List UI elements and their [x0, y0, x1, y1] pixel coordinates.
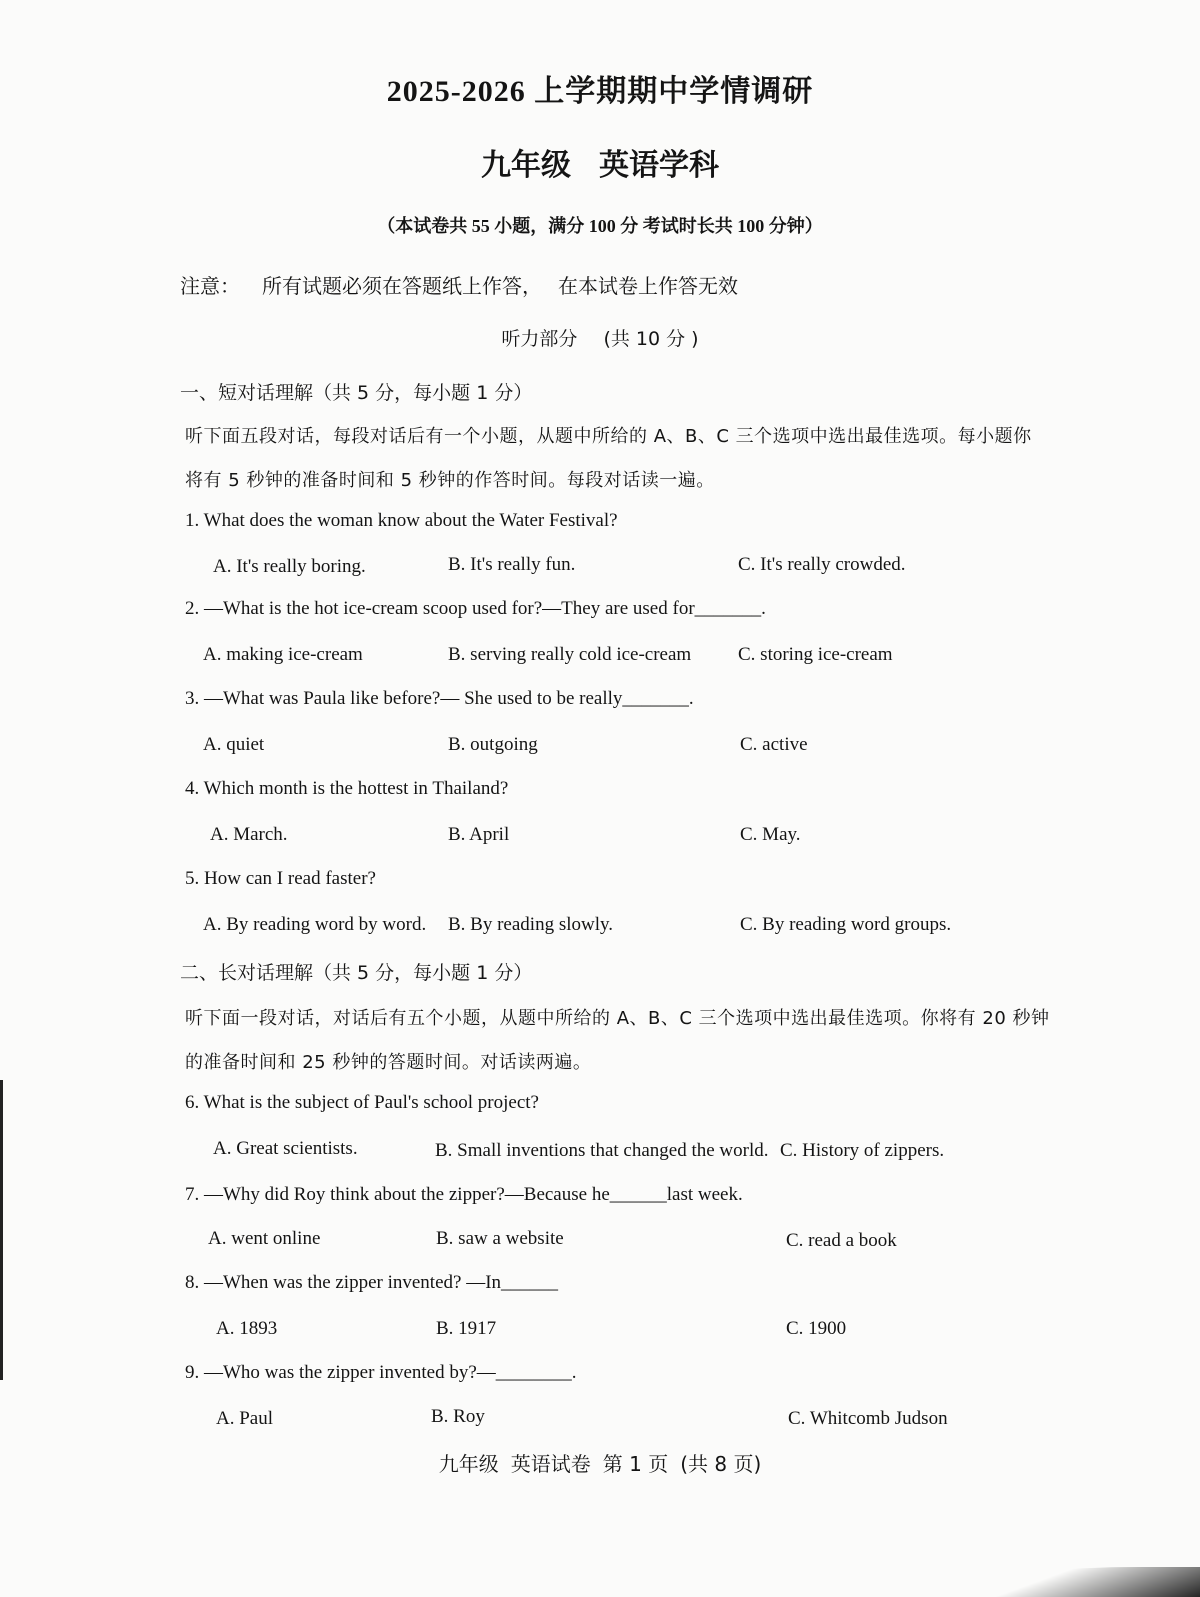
exam-subject-line	[0, 140, 1200, 184]
footer-grade: 九年级	[438, 1452, 499, 1476]
section-2-heading: 二、长对话理解（共 5 分，每小题 1 分）	[180, 962, 533, 984]
section-1-instruction-1: 听下面五段对话，每段对话后有一个小题，从题中所给的 A、B、C 三个选项中选出最佳选项。每小题你	[185, 426, 1032, 447]
question-9-option-b: B. Roy	[431, 1406, 485, 1427]
question-6-option-b: B. Small inventions that changed the world.	[435, 1140, 769, 1161]
notice-label: 注意：	[180, 274, 240, 298]
question-2-stem: 2. —What is the hot ice-cream scoop used for?—They are used for_______.	[185, 598, 766, 619]
question-6-stem: 6. What is the subject of Paul's school project?	[185, 1092, 539, 1113]
question-4-stem: 4. Which month is the hottest in Thailand?	[185, 778, 509, 799]
question-3-option-b: B. outgoing	[448, 734, 538, 755]
question-7-stem: 7. —Why did Roy think about the zipper?—Because he______last week.	[185, 1184, 743, 1205]
question-4-option-b: B. April	[448, 824, 510, 845]
question-8-option-b: B. 1917	[436, 1318, 497, 1339]
question-2-option-c: C. storing ice-cream	[738, 644, 893, 665]
question-1-option-a: A. It's really boring.	[213, 556, 366, 577]
notice	[180, 270, 738, 299]
question-1-stem: 1. What does the woman know about the Water Festival?	[185, 510, 618, 531]
question-3-stem: 3. —What was Paula like before?— She used to be really_______.	[185, 688, 694, 709]
footer-total: (共 8 页)	[680, 1452, 762, 1476]
question-6-option-c: C. History of zippers.	[780, 1140, 945, 1161]
question-8-stem: 8. —When was the zipper invented? —In______	[185, 1272, 559, 1293]
question-7-option-c: C. read a book	[786, 1230, 897, 1251]
question-9-option-c: C. Whitcomb Judson	[788, 1408, 948, 1429]
listening-heading	[0, 324, 1200, 351]
footer-paper: 英语试卷	[510, 1452, 591, 1476]
subject-label: 英语学科	[599, 149, 719, 182]
question-2-option-b: B. serving really cold ice-cream	[448, 644, 692, 665]
question-8-option-a: A. 1893	[216, 1318, 278, 1339]
notice-text-1: 所有试题必须在答题纸上作答，	[262, 274, 542, 298]
question-8-option-c: C. 1900	[786, 1318, 847, 1339]
question-4-option-a: A. March.	[210, 824, 288, 845]
scan-corner-shadow	[940, 1567, 1200, 1597]
footer-page: 第 1 页	[602, 1452, 669, 1476]
section-2-instruction-1: 听下面一段对话，对话后有五个小题，从题中所给的 A、B、C 三个选项中选出最佳选项。你将有 20 秒钟	[185, 1008, 1050, 1029]
question-1-option-c: C. It's really crowded.	[738, 554, 906, 575]
question-5-option-c: C. By reading word groups.	[740, 914, 952, 935]
question-7-option-a: A. went online	[208, 1228, 321, 1249]
section-1-instruction-2: 将有 5 秒钟的准备时间和 5 秒钟的作答时间。每段对话读一遍。	[185, 470, 715, 491]
question-7-option-b: B. saw a website	[436, 1228, 564, 1249]
exam-title: 2025-2026 上学期期中学情调研	[386, 75, 814, 108]
listening-title: 听力部分	[501, 328, 578, 350]
question-4-option-c: C. May.	[740, 824, 801, 845]
scan-edge-mark	[0, 1080, 3, 1380]
page-footer	[0, 1448, 1200, 1477]
question-5-stem: 5. How can I read faster?	[185, 868, 376, 889]
question-6-option-a: A. Great scientists.	[213, 1138, 358, 1159]
question-9-stem: 9. —Who was the zipper invented by?—________.	[185, 1362, 577, 1383]
notice-text-2: 在本试卷上作答无效	[558, 274, 738, 298]
section-2-instruction-2: 的准备时间和 25 秒钟的答题时间。对话读两遍。	[185, 1052, 592, 1073]
question-9-option-a: A. Paul	[216, 1408, 273, 1429]
listening-score: (共 10 分 )	[603, 328, 699, 350]
question-3-option-a: A. quiet	[203, 734, 265, 755]
question-5-option-b: B. By reading slowly.	[448, 914, 614, 935]
question-3-option-c: C. active	[740, 734, 808, 755]
question-1-option-b: B. It's really fun.	[448, 554, 576, 575]
question-5-option-a: A. By reading word by word.	[203, 914, 427, 935]
grade-label: 九年级	[481, 149, 571, 182]
exam-info: （本试卷共 55 小题，满分 100 分 考试时长共 100 分钟）	[377, 216, 823, 236]
section-1-heading: 一、短对话理解（共 5 分，每小题 1 分）	[180, 382, 533, 404]
question-2-option-a: A. making ice-cream	[203, 644, 363, 665]
